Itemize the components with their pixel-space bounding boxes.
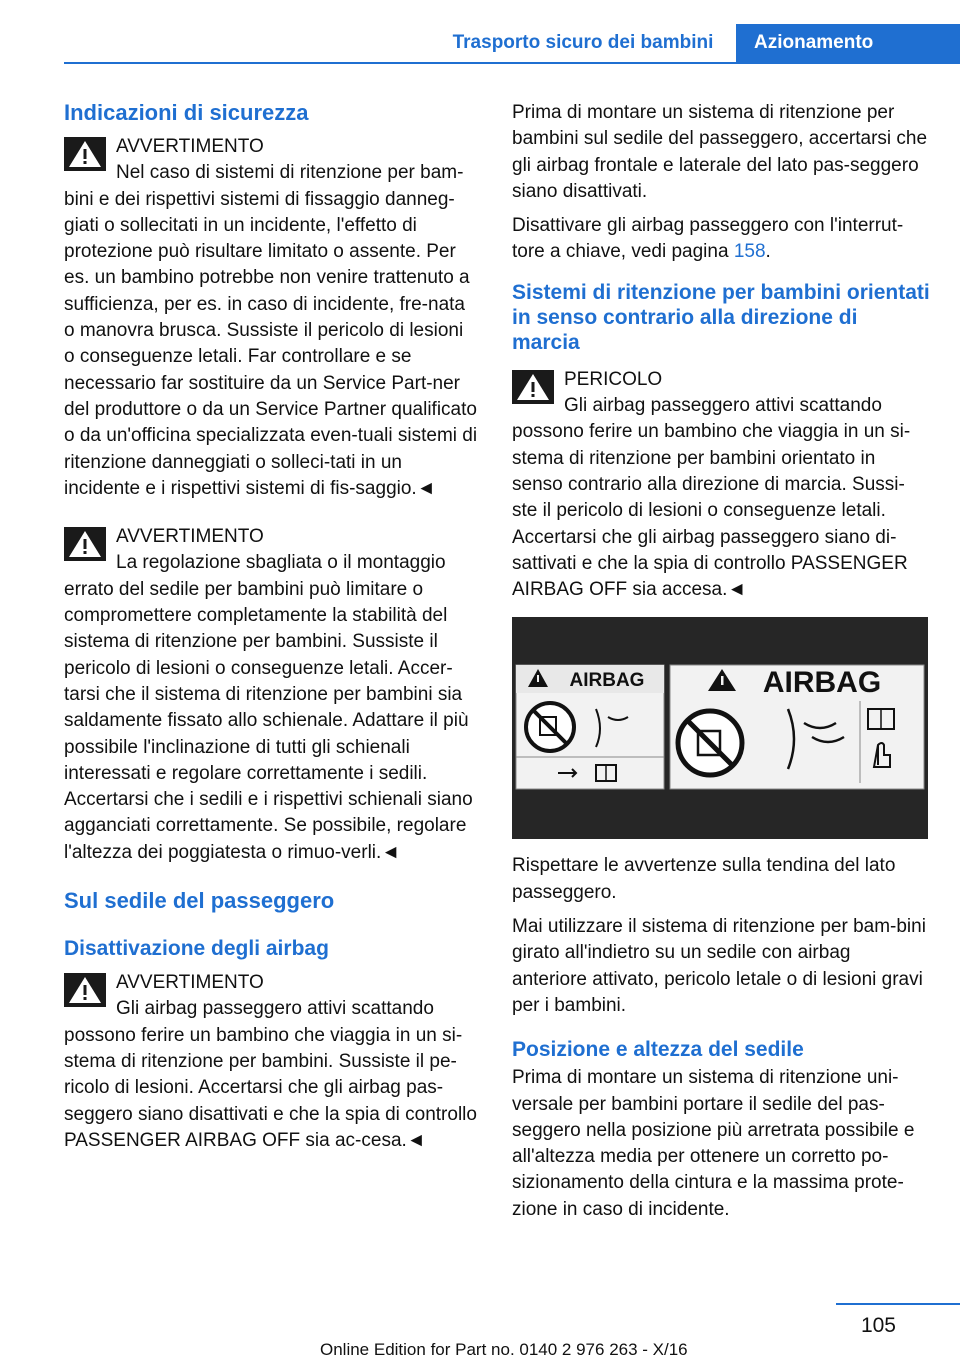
page-number: 105 [860,1314,896,1337]
left-column [64,100,478,1176]
warning-block-1 [64,134,478,502]
heading-safety-notes: Indicazioni di sicurezza [64,100,309,125]
warning-block-3 [64,970,478,1154]
footer-rule [836,1303,960,1305]
paragraph [512,213,930,266]
warning-text: Nel caso di sistemi di ritenzione per bam-bini e dei rispettivi sistemi di fissaggio danneg-giati o sollecitati in un incidente, l'effetto di protezione può risultare limitato o assente. Per es. un bambino potrebbe non venire trattenuto a sufficienza, per es. in caso di incidente, fre-nata o manovra brusca. Sussiste il pericolo di lesioni o conseguenze letali. Far controllare e se necessario far sostituire da un Service Part-ner del produttore o da un Service Partner qualificato o da un'officina specializzata even-tuali sistemi di ritenzione danneggiati o solleci-tati in un incidente e i rispettivi sistemi di fis-saggio.◄ [64,162,478,499]
warning-triangle-icon [64,973,106,1007]
warning-triangle-icon [64,527,106,561]
header-chapter-tab: Azionamento [736,24,960,64]
warning-title: AVVERTIMENTO [116,972,264,994]
warning-text: La regolazione sbagliata o il montaggio errato del sedile per bambini può limitare o compromettere completamente la stabilità del sistema di ritenzione per bambini. Sussiste il pericolo di lesioni o conseguenze letali. Accer-tarsi che il sistema di ritenzione per bambini sia saldamente fissato allo schienale. Adattare il più possibile l'inclinazione di tutti gli schienali interessati e regolare correttamente i sedili. Accertarsi che i sedili e i rispettivi schienali siano agganciati correttamente. Se possibile, regolare l'altezza dei poggiatesta o rimuo-verli.◄ [64,552,473,863]
airbag-warning-labels-image [512,617,928,839]
warning-title: AVVERTIMENTO [116,526,264,548]
footer-edition: Online Edition for Part no. 0140 2 976 263 - X/16 [320,1340,688,1359]
header-section-title: Trasporto sicuro dei bambini [452,32,714,53]
page-reference-link[interactable]: 158 [733,241,766,263]
airbag-labels-illustration [512,617,928,839]
paragraph: Rispettare le avvertenze sulla tendina del lato passeggero. [512,855,896,903]
warning-triangle-icon [64,137,106,171]
paragraph: Mai utilizzare il sistema di ritenzione per bam-bini girato all'indietro su un sedile con airbag anteriore attivato, pericolo letale o di lesioni gravi per i bambini. [512,916,926,1016]
warning-triangle-icon [512,370,554,404]
heading-airbag-deactivation: Disattivazione degli airbag [64,937,329,961]
warning-title: AVVERTIMENTO [116,136,264,157]
small-airbag-label: AIRBAG [569,670,645,692]
danger-title: PERICOLO [564,368,663,390]
large-airbag-label: AIRBAG [762,666,882,700]
heading-passenger-seat: Sul sedile del passeggero [64,888,335,914]
heading-rear-facing-systems: Sistemi di ritenzione per bambini orientati in senso contrario alla direzione di marcia [512,280,930,354]
paragraph-text: Disattivare gli airbag passeggero con l'interrut-tore a chiave, vedi pagina [512,215,904,263]
danger-text: Gli airbag passeggero attivi scattando possono ferire un bambino che viaggia in un si-stema di ritenzione per bambini orientato in senso contrario alla direzione di marcia. Sussi-ste il pericolo di lesioni o conseguenze letali. Accertarsi che gli airbag passeggero siano di-sattivati e che la spia di controllo PASSENGER AIRBAG OFF sia accesa.◄ [512,395,911,601]
paragraph: Prima di montare un sistema di ritenzione uni-versale per bambini portare il sedile del pas-seggero nella posizione più arretrata possibile e all'altezza media per ottenere un corretto po-sizionamento della cintura e la massima prote-zione in caso di incidente. [512,1067,915,1220]
heading-seat-position: Posizione e altezza del sedile [512,1038,804,1062]
paragraph: Prima di montare un sistema di ritenzione per bambini sul sedile del passeggero, accertarsi che gli airbag frontale e laterale del lato pas-seggero siano disattivati. [512,102,928,202]
warning-block-2 [64,524,478,866]
paragraph-suffix: . [765,241,771,263]
warning-text: Gli airbag passeggero attivi scattando possono ferire un bambino che viaggia in un si-stema di ritenzione per bambini. Sussiste il pe-ricolo di lesioni. Accertarsi che gli airbag pas-seggero siano disattivati e che la spia di controllo PASSENGER AIRBAG OFF sia ac-cesa.◄ [64,998,477,1151]
danger-block [512,367,930,604]
right-column [512,100,930,1231]
